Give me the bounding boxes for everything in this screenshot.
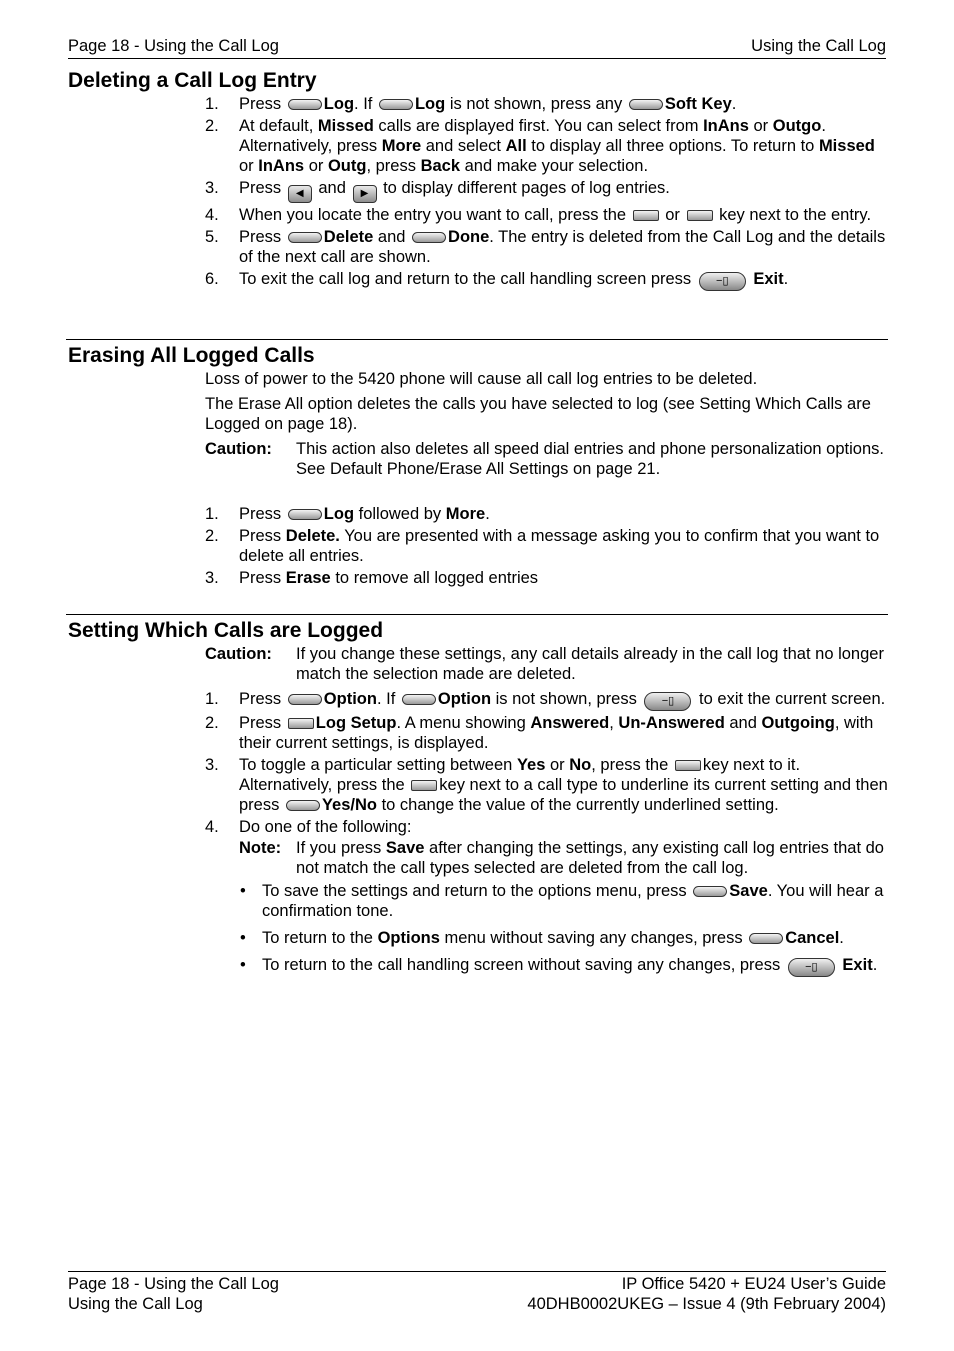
softkey-icon [288,509,322,520]
note-block: Note: If you press Save after changing the settings, any existing call log entries that do not match the call types selected are deleted from the call log. [239,839,884,877]
exit-key-icon: −▯ [644,692,691,711]
right-arrow-icon: ▶ [353,185,377,203]
softkey-icon [286,800,320,811]
footer-right-1: IP Office 5420 + EU24 User’s Guide [621,1275,886,1293]
list-item: 3. Press ◀ and ▶ to display different pages of log entries. [205,178,888,203]
list-item: 2. Press Delete. You are presented with a message asking you to confirm that you want to delete all entries. [205,527,880,565]
list-item: 4. When you locate the entry you want to call, press the or key next to the entry. [205,206,872,224]
list-item: 2. Press Log Setup. A menu showing Answered, Un-Answered and Outgoing, with their current settings, is displayed. [205,714,874,752]
softkey-icon [288,694,322,705]
softkey-icon [693,886,727,897]
footer-right-2: 40DHB0002UKEG – Issue 4 (9th February 2004) [527,1295,886,1313]
section-title-deleting: Deleting a Call Log Entry [68,69,317,92]
footer-left-2: Using the Call Log [68,1295,203,1313]
list-item: 6. To exit the call log and return to the call handling screen press −▯ Exit. [205,269,888,291]
header-right: Using the Call Log [751,37,886,55]
list-item: 1. Press Log. If Log is not shown, press any Soft Key. [205,95,737,113]
softkey-icon [412,232,446,243]
section-erasing [66,339,888,590]
list-item: 4. Do one of the following: Note: If you press Save after changing the settings, any existing call log entries that do not match the call types selected are deleted from the call log. • To save the settings and return to the options menu, press Save. You will hear a confirmation tone. • To return to the Options menu without saving any changes, press Cancel. • To return to the call handling screen without saving any changes, press −▯ Exit. [205,817,888,977]
softkey-icon [288,232,322,243]
section-deleting [66,68,888,293]
paragraph: Loss of power to the 5420 phone will cause all call log entries to be deleted. [205,370,758,388]
paragraph: The Erase All option deletes the calls you have selected to log (see Setting Which Calls are Logged on page 18). [205,395,871,433]
caution-block: Caution: This action also deletes all speed dial entries and phone personalization options. See Default Phone/Erase All Settings on page 21. [205,440,884,478]
exit-key-icon: −▯ [788,958,835,977]
section-setting [66,614,888,984]
list-item: 3. Press Erase to remove all logged entries [205,569,539,587]
page-header [68,36,886,59]
softkey-icon [629,99,663,110]
footer-left-1: Page 18 - Using the Call Log [68,1275,279,1293]
softkey-icon [687,210,713,221]
page-footer [68,1271,886,1314]
list-item: • To save the settings and return to the options menu, press Save. You will hear a confirmation tone. [239,881,888,921]
softkey-icon [749,933,783,944]
list-item: 2. At default, Missed calls are displayed first. You can select from InAns or Outgo. Alternatively, press More and select All to display all three options. To return to Missed or InAns or Outg, press Back and make your selection. [205,117,875,175]
list-item: 1. Press Log followed by More. [205,505,490,523]
softkey-icon [288,718,314,729]
exit-key-icon: −▯ [699,272,746,291]
left-arrow-icon: ◀ [288,185,312,203]
softkey-icon [379,99,413,110]
list-item: 1. Press Option. If Option is not shown, press −▯ to exit the current screen. [205,689,888,711]
section-title-erasing: Erasing All Logged Calls [68,344,315,367]
softkey-icon [288,99,322,110]
list-item: • To return to the Options menu without saving any changes, press Cancel. [239,928,888,948]
softkey-icon [402,694,436,705]
softkey-icon [411,780,437,791]
list-item: • To return to the call handling screen without saving any changes, press −▯ Exit. [239,955,888,977]
header-left: Page 18 - Using the Call Log [68,37,279,55]
caution-block: Caution: If you change these settings, any call details already in the call log that no longer match the selection made are deleted. [205,645,884,683]
section-title-setting: Setting Which Calls are Logged [68,619,384,642]
list-item: 3. To toggle a particular setting between Yes or No, press the key next to it. Alternatively, press the key next to a call type to underline its current setting and then press Yes/No to change the value of the currently underlined setting. [205,756,888,814]
softkey-icon [675,760,701,771]
softkey-icon [633,210,659,221]
list-item: 5. Press Delete and Done. The entry is deleted from the Call Log and the details of the next call are shown. [205,228,886,266]
